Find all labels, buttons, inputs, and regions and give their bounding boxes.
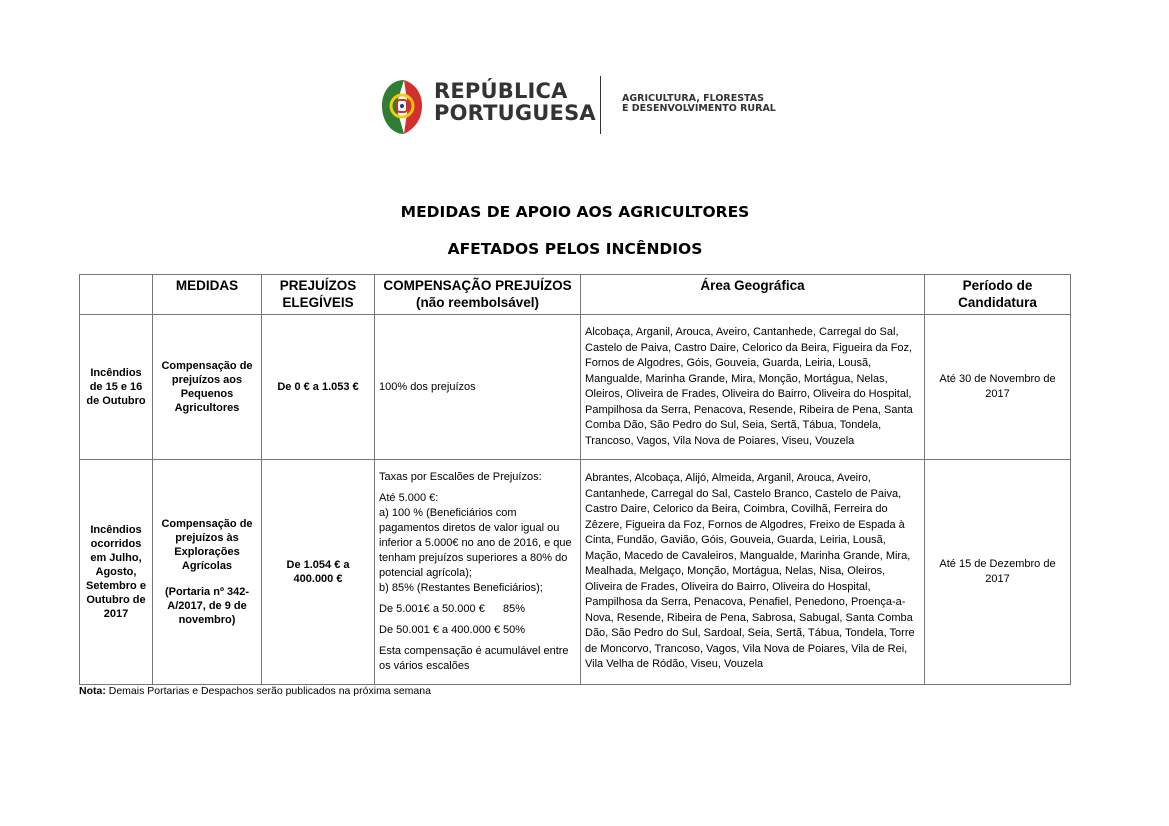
footnote-label: Nota: [79, 685, 106, 697]
incendio-cell: Incêndios de 15 e 16 de Outubro [80, 315, 153, 460]
document-subtitle: AFETADOS PELOS INCÊNDIOS [447, 240, 703, 258]
header-periodo: Período de Candidatura [925, 275, 1071, 315]
header [378, 74, 798, 138]
ministry-name: AGRICULTURA, FLORESTAS E DESENVOLVIMENTO RURAL [622, 93, 776, 114]
document-title: MEDIDAS DE APOIO AOS AGRICULTORES [400, 203, 750, 221]
footnote [79, 685, 431, 697]
prejuizos-cell: De 1.054 € a 400.000 € [262, 460, 375, 685]
measures-table [79, 274, 1071, 685]
periodo-cell: Até 30 de Novembro de 2017 [925, 315, 1071, 460]
medida-cell: Compensação de prejuízos às Explorações Agrícolas (Portaria nº 342-A/2017, de 9 de novembro) [153, 460, 262, 685]
area-cell: Abrantes, Alcobaça, Alijó, Almeida, Arganil, Arouca, Aveiro, Cantanhede, Carregal do Sal, Castelo Branco, Castelo de Paiva, Castro Daire, Celorico da Beira, Coimbra, Covilhã, Ferreira do Zêzere, Figueira da Foz, Fornos de Algodres, Freixo de Espada à Cinta, Fundão, Gavião, Góis, Gouveia, Guarda, Leiria, Lousã, Mação, Macedo de Cavaleiros, Mangualde, Marinha Grande, Mira, Mealhada, Melgaço, Monção, Mortágua, Nelas, Nisa, Oleiros, Oliveira de Frades, Oliveira do Bairro, Oliveira do Hospital, Pampilhosa da Serra, Penacova, Penafiel, Penedono, Proença-a-Nova, Resende, Ribeira de Pena, Sabrosa, Sabugal, Santa Comba Dão, São Pedro do Sul, Sardoal, Seia, Sertã, Tábua, Tondela, Torre de Moncorvo, Trancoso, Vagos, Vila Nova de Poiares, Vila de Rei, Vila Velha de Ródão, Viseu, Vouzela [581, 460, 925, 685]
table-row [80, 460, 1071, 685]
republic-wordmark: REPÚBLICA PORTUGUESA [434, 79, 596, 125]
medida-cell: Compensação de prejuízos aos Pequenos Agricultores [153, 315, 262, 460]
header-blank [80, 275, 153, 315]
portaria-reference: (Portaria nº 342-A/2017, de 9 de novembro) [164, 586, 250, 626]
header-medidas: MEDIDAS [153, 275, 262, 315]
footnote-text: Demais Portarias e Despachos serão publicados na próxima semana [105, 685, 431, 697]
header-divider [600, 76, 601, 134]
header-area: Área Geográfica [581, 275, 925, 315]
table-row [80, 315, 1071, 460]
periodo-cell: Até 15 de Dezembro de 2017 [925, 460, 1071, 685]
compensacao-cell: Taxas por Escalões de Prejuízos: Até 5.000 €: a) 100 % (Beneficiários com pagamentos diretos de valor igual ou inferior a 5.000€ no ano de 2016, e que tenham prejuízos superiores a 80% do potencial agrícola); b) 85% (Restantes Beneficiários); De 5.001€ a 50.000 € 85% De 50.001 € a 400.000 € 50% Esta compensação é acumulável entre os vários escalões [375, 460, 581, 685]
area-cell: Alcobaça, Arganil, Arouca, Aveiro, Cantanhede, Carregal do Sal, Castelo de Paiva, Castro Daire, Celorico da Beira, Figueira da Foz, Fornos de Algodres, Góis, Gouveia, Guarda, Leiria, Lousã, Mangualde, Marinha Grande, Mira, Monção, Mortágua, Nelas, Oleiros, Oliveira de Frades, Oliveira do Bairro, Oliveira do Hospital, Pampilhosa da Serra, Penacova, Resende, Ribeira de Pena, Santa Comba Dão, São Pedro do Sul, Seia, Sertã, Tábua, Tondela, Trancoso, Vagos, Vila Nova de Poiares, Viseu, Vouzela [581, 315, 925, 460]
prejuizos-cell: De 0 € a 1.053 € [262, 315, 375, 460]
table-header-row [80, 275, 1071, 315]
incendio-cell: Incêndios ocorridos em Julho, Agosto, Setembro e Outubro de 2017 [80, 460, 153, 685]
header-compensacao: COMPENSAÇÃO PREJUÍZOS (não reembolsável) [375, 275, 581, 315]
portuguese-flag-logo [378, 76, 424, 136]
compensacao-cell: 100% dos prejuízos [375, 315, 581, 460]
header-prejuizos: PREJUÍZOS ELEGÍVEIS [262, 275, 375, 315]
